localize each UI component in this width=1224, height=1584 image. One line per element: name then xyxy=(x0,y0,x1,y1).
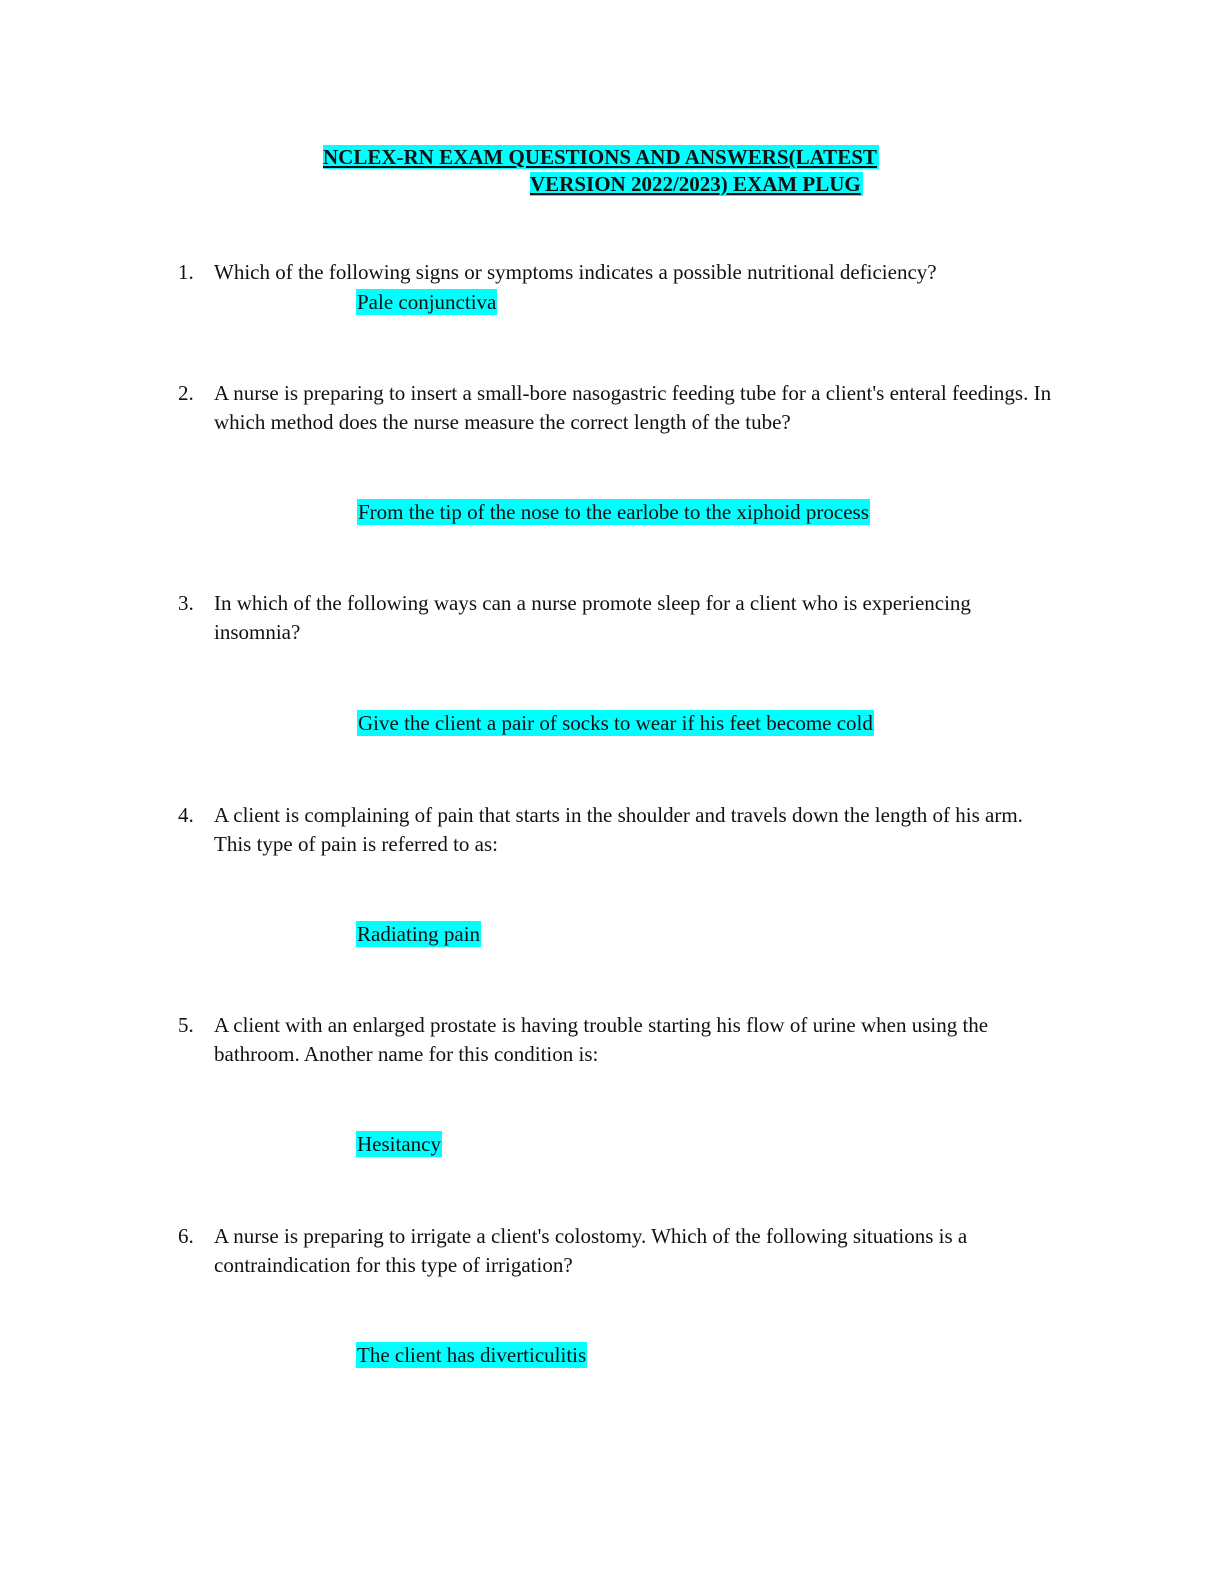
question-number: 5. xyxy=(178,1013,194,1037)
question-number: 4. xyxy=(178,803,194,827)
answer-3: Give the client a pair of socks to wear if his feet become cold xyxy=(358,711,873,735)
answer-5: Hesitancy xyxy=(357,1132,441,1156)
question-number: 2. xyxy=(178,381,194,405)
answer-2: From the tip of the nose to the earlobe to the xiphoid process xyxy=(358,500,869,524)
question-text: A nurse is preparing to insert a small-bore nasogastric feeding tube for a client's enteral feedings. In which method does the nurse measure the correct length of the tube? xyxy=(214,381,1052,434)
question-number: 6. xyxy=(178,1224,194,1248)
answer-1: Pale conjunctiva xyxy=(357,290,497,314)
title-text-1: NCLEX-RN EXAM QUESTIONS AND ANSWERS(LATEST xyxy=(323,145,877,169)
answer-4: Radiating pain xyxy=(357,922,481,946)
question-text: A client with an enlarged prostate is having trouble starting his flow of urine when using the bathroom. Another name for this condition is: xyxy=(214,1013,989,1066)
question-text: A client is complaining of pain that starts in the shoulder and travels down the length of his arm. This type of pain is referred to as: xyxy=(214,803,1023,856)
question-number: 1. xyxy=(178,260,194,284)
answer-6: The client has diverticulitis xyxy=(357,1343,587,1367)
question-text: In which of the following ways can a nurse promote sleep for a client who is experiencing insomnia? xyxy=(214,591,971,644)
question-text: Which of the following signs or symptoms indicates a possible nutritional deficiency? xyxy=(214,260,937,284)
title-text-2: VERSION 2022/2023) EXAM PLUG xyxy=(530,172,861,196)
document-title-line-2 xyxy=(530,172,863,196)
question-number: 3. xyxy=(178,591,194,615)
document-title-line-1 xyxy=(323,145,879,169)
question-text: A nurse is preparing to irrigate a client's colostomy. Which of the following situations is a contraindication for this type of irrigation? xyxy=(214,1224,968,1277)
